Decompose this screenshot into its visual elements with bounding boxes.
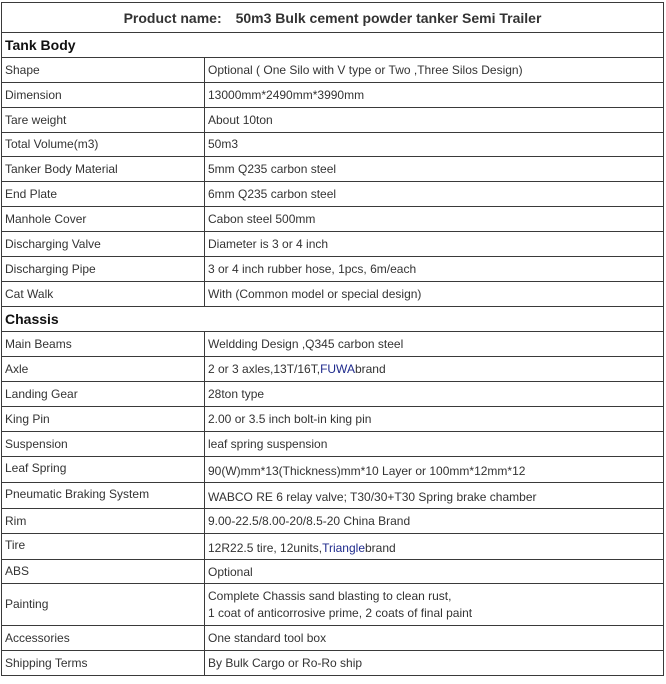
spec-row-tire (2, 533, 663, 559)
spec-value-text: 2 or 3 axles,13T/16T, (208, 361, 321, 376)
spec-row-landing-gear (2, 381, 663, 406)
spec-value: 90(W)mm*13(Thickness)mm*10 Layer or 100mm*12mm*12 (208, 464, 526, 478)
spec-label: Tare weight (2, 108, 205, 132)
spec-label: Discharging Pipe (2, 257, 205, 281)
brand-link-fuwa[interactable]: FUWA (320, 361, 355, 376)
product-name-value: 50m3 Bulk cement powder tanker Semi Trailer (235, 9, 542, 26)
spec-value: 50m3 (208, 137, 239, 151)
spec-value: 5mm Q235 carbon steel (208, 161, 337, 176)
spec-label: Accessories (2, 626, 205, 650)
spec-value-line: Complete Chassis sand blasting to clean rust, (208, 588, 452, 603)
spec-value: With (Common model or special design) (208, 286, 422, 301)
spec-label: Rim (2, 509, 205, 533)
spec-label: Shape (2, 58, 205, 82)
spec-label: Discharging Valve (2, 232, 205, 256)
spec-label: ABS (2, 560, 205, 583)
spec-table (1, 2, 664, 676)
spec-row-total-volume (2, 132, 663, 156)
spec-value-text: brand (365, 541, 396, 555)
spec-row-discharging-valve (2, 231, 663, 256)
section-heading-label: Tank Body (5, 37, 76, 53)
spec-value-line: 1 coat of anticorrosive prime, 2 coats of final paint (208, 605, 473, 620)
spec-row-dimension (2, 82, 663, 107)
spec-value: Optional (208, 565, 253, 579)
spec-label: Painting (2, 584, 205, 625)
spec-label: Suspension (2, 432, 205, 456)
section-heading-label: Chassis (5, 311, 59, 327)
spec-row-shape (2, 57, 663, 82)
spec-label: Tanker Body Material (2, 157, 205, 181)
spec-value: 13000mm*2490mm*3990mm (208, 87, 365, 102)
spec-label: Total Volume(m3) (2, 133, 205, 156)
spec-label: Manhole Cover (2, 207, 205, 231)
section-heading-tank-body (2, 32, 663, 57)
spec-label: Pneumatic Braking System (2, 483, 205, 508)
spec-row-axle (2, 356, 663, 381)
spec-value: WABCO RE 6 relay valve; T30/30+T30 Spring brake chamber (208, 490, 537, 504)
spec-value: Optional ( One Silo with V type or Two ,Three Silos Design) (208, 62, 523, 77)
spec-value: leaf spring suspension (208, 436, 328, 451)
spec-row-leaf-spring (2, 456, 663, 482)
spec-row-pneumatic-braking (2, 482, 663, 508)
spec-value: Cabon steel 500mm (208, 211, 316, 226)
spec-label: Tire (2, 534, 205, 559)
spec-value: 6mm Q235 carbon steel (208, 186, 337, 201)
spec-value-text: 12R22.5 tire, 12units, (208, 541, 323, 555)
spec-label: Cat Walk (2, 282, 205, 306)
spec-value: 2.00 or 3.5 inch bolt-in king pin (208, 411, 372, 426)
spec-row-rim (2, 508, 663, 533)
spec-row-end-plate (2, 181, 663, 206)
spec-row-king-pin (2, 406, 663, 431)
spec-label: Leaf Spring (2, 457, 205, 482)
brand-link-triangle[interactable]: Triangle (322, 541, 365, 555)
spec-label: King Pin (2, 407, 205, 431)
spec-value: Weldding Design ,Q345 carbon steel (208, 336, 404, 351)
section-heading-chassis (2, 306, 663, 331)
spec-value: 9.00-22.5/8.00-20/8.5-20 China Brand (208, 513, 411, 528)
spec-row-tare-weight (2, 107, 663, 132)
spec-value (205, 584, 663, 625)
spec-value: One standard tool box (208, 630, 327, 645)
spec-value: Diameter is 3 or 4 inch (208, 236, 329, 251)
spec-value: About 10ton (208, 112, 273, 127)
spec-value: 3 or 4 inch rubber hose, 1pcs, 6m/each (208, 261, 417, 276)
spec-value-text: brand (354, 361, 386, 376)
spec-value: 28ton type (208, 386, 265, 401)
spec-label: Axle (2, 357, 205, 381)
spec-label: Landing Gear (2, 382, 205, 406)
spec-value (205, 534, 663, 559)
spec-row-accessories (2, 625, 663, 650)
spec-row-cat-walk (2, 281, 663, 306)
spec-row-abs (2, 559, 663, 583)
spec-value (205, 357, 663, 381)
spec-row-discharging-pipe (2, 256, 663, 281)
spec-label: Dimension (2, 83, 205, 107)
spec-row-painting (2, 583, 663, 625)
spec-label: Shipping Terms (2, 651, 205, 675)
spec-row-manhole-cover (2, 206, 663, 231)
spec-row-tanker-body-material (2, 156, 663, 181)
spec-label: End Plate (2, 182, 205, 206)
spec-row-main-beams (2, 331, 663, 356)
spec-label: Main Beams (2, 332, 205, 356)
spec-row-suspension (2, 431, 663, 456)
product-name-label: Product name: (123, 9, 222, 26)
spec-value: By Bulk Cargo or Ro-Ro ship (208, 655, 363, 670)
spec-row-shipping-terms (2, 650, 663, 675)
title-row (2, 3, 663, 32)
